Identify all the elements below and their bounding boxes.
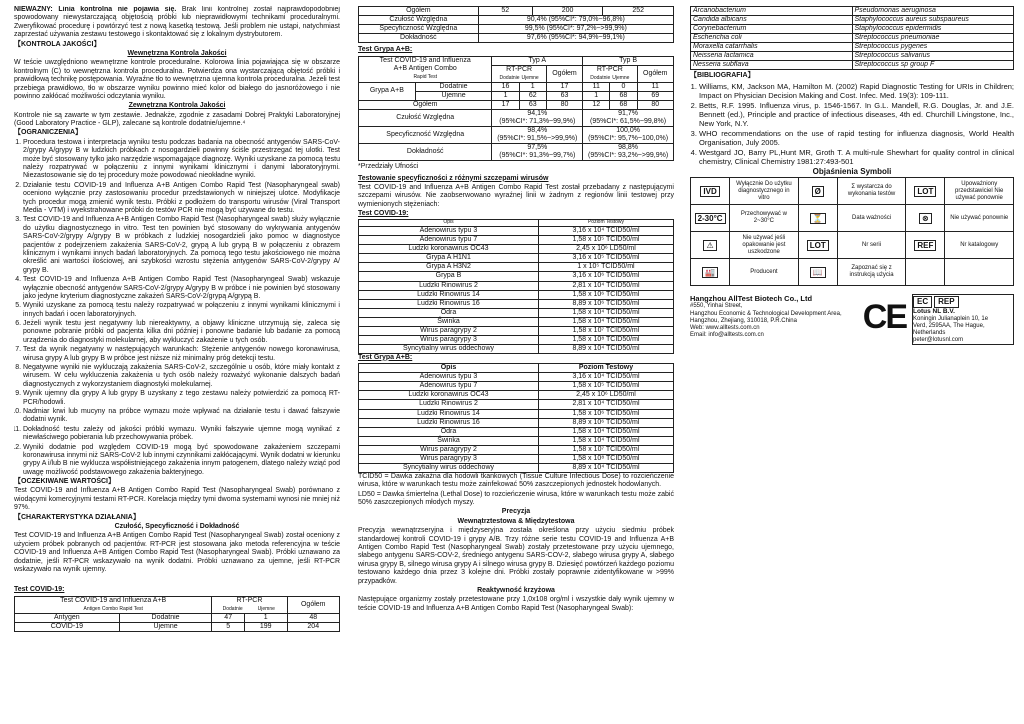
table-row: [15, 613, 340, 622]
manufacturer-name: Hangzhou AllTest Biotech Co., Ltd: [690, 294, 813, 304]
performance-heading: 【CHARAKTERYSTYKA DZIAŁANIA】: [14, 513, 140, 521]
ce-mark-icon: CE: [862, 298, 906, 337]
table-header-cell: Opis: [359, 220, 539, 227]
table-cell: Arcanobacterium: [691, 7, 853, 16]
precision-subheading: Wewnątrztestowa & Międzytestowa: [457, 517, 575, 525]
table-cell: Candida albicans: [691, 16, 853, 25]
table-cell: 1: [244, 613, 287, 622]
table-cell: 97,5% (95%CI*: 91,3%~99,7%): [492, 144, 583, 161]
symbol-description: Zapoznać się z instrukcją użycia: [837, 259, 906, 286]
table-row: [359, 299, 674, 308]
sensitivity-text: Test COVID-19 and Influenza A+B Antigen Combo Rapid Test (Nasopharyngeal Swab) został oceniony z użyciem próbek pobranych od pacjentów. RT-PCR jest stosowana jako metoda referencyjna w teście COVID-19 and Influenza A+B Antigen Combo Rapid Test (Nasopharyngeal Swab). Próbki uznawano za dodatnie, jeśli RT-PCR wskazywało na wynik dodatni. Próbki uznawano za ujemne, jeśli RT-PCR wskazywało na wynik ujemny.: [14, 532, 340, 573]
table-cell: 199: [244, 622, 287, 631]
table-row: [691, 7, 1014, 16]
address-line: peter@lotusnl.com: [913, 337, 964, 344]
symbol-description: Σ wystarcza do wykonania testów: [837, 178, 906, 205]
table-cell: Moraxella catarrhalis: [691, 43, 853, 52]
table-header-cell: RT-PCR Dodatnie Ujemne: [583, 65, 637, 82]
eu-representative: [912, 294, 1014, 345]
table-cell: 3,16 x 10⁵ TCID50/ml: [538, 254, 673, 263]
table-row: [359, 382, 674, 391]
table-row: [359, 344, 674, 353]
rep-name: Lotus NL B.V.: [913, 307, 955, 315]
ref-icon: REF: [906, 232, 945, 259]
flu-table-title: Test Grypa A+B:: [358, 46, 413, 54]
table-row: Czułość Względna 90,4% (95%CI*: 79,0%~96,8%): [359, 16, 674, 25]
covid-results-table: [14, 596, 340, 632]
table-header-cell: Ogółem: [546, 65, 582, 82]
table-row: [691, 52, 1014, 61]
table-cell: Wirus paragrypy 2: [359, 445, 539, 454]
list-item: 7. Test da wynik negatywny w następujących warunkach: Stężenie antygenów nowego koronawirusa, wirusa grypy A lub grypy B w próbce jest niższe niż minimalny próg detekcji testu.: [23, 346, 340, 363]
address-line: Verd, 2595AA, The Hague,: [913, 322, 985, 329]
table-row: [359, 436, 674, 445]
precision-heading: Precyzja: [501, 508, 531, 516]
symbols-table: [690, 177, 1014, 286]
table-row: [359, 454, 674, 463]
list-item: 2. Działanie testu COVID-19 and Influenza A+B Antigen Combo Rapid Test (Nasopharyngeal swab) oceniono wyłącznie przy zastosowaniu procedur przedstawionych w niniejszej ulotce. Modyfikacje tych procedur mogą zmienić wynik testu. Próbki z podłożem do transportu wirusów (Viral Transport Media - VTM) i wyekstrahowane próbki do testów PCR nie mogą być używane do testu.: [23, 182, 340, 216]
table-header-cell: Poziom Testowy: [538, 364, 673, 373]
list-item: 1. Procedura testowa i interpretacja wyniku testu podczas badania na obecność antygenów SARS-CoV-2/grypy A/grypy B w ludzkich próbkach z nosogardzieli powinny ściśle przestrzegać tej ulotki. Test może być stosowany tylko jako narzędzie wspomagające diagnozę. Wyniki uzyskane za pomocą testu należy rozpatrywać w połączeniu z innymi wynikami klinicznymi i danymi laboratoryjnymi. Niezastosowanie się do tej procedury może powodować nieokładne wyniki.: [23, 139, 340, 181]
rep-address: [913, 316, 1013, 345]
bibliography-heading: 【BIBLIOGRAFIA】: [690, 72, 755, 80]
list-item: 12. Wyniki dodatnie pod względem COVID-19 mogą być spowodowane zakażeniem szczepami koronawirusa innymi niż SARS-CoV-2 lub innymi czynnikami zakłócającymi. Wynik dodatni w kierunku grypy A i/lub B nie wyklucza współistniejącego zakażenia innym patogenem, dlatego należy wziąć pod uwagę możliwość podstawowego zakażenia bakteryjnego.: [23, 444, 340, 478]
table-cell: Specyficzność Względna: [359, 126, 492, 143]
table-row: [359, 227, 674, 236]
table-cell: 8,89 x 10⁴ TCID50/ml: [538, 463, 673, 472]
table-cell: Grypa A H3N2: [359, 263, 539, 272]
table-cell: 2,45 x 10⁶ LD50/ml: [538, 391, 673, 400]
symbol-description: Nr serii: [837, 232, 906, 259]
table-header-cell: Test COVID-19 and Influenza A+B Antigen Combo Rapid Test: [15, 596, 212, 613]
table-cell: 8,89 x 10⁴ TCID50/ml: [538, 344, 673, 353]
table-row: [359, 409, 674, 418]
limitations-heading: 【OGRANICZENIA】: [14, 129, 83, 137]
table-row: [691, 205, 1014, 232]
table-row: [15, 622, 340, 631]
table-row: [359, 418, 674, 427]
table-cell: Ludzki Rinowirus 2: [359, 400, 539, 409]
table-cell: Streptococcus sp group F: [852, 61, 1014, 70]
symbol-description: [945, 259, 1014, 286]
table-row: Ujemne 1 62 63 1 68 69: [359, 91, 674, 100]
ivd-icon: IVD: [691, 178, 730, 205]
table-cell: 48: [287, 613, 340, 622]
precision-text: Precyzja wewnątrzseryjna i międzyseryjna została określona przy użyciu siedmiu próbek standardowej kontroli COVID-19 i grypy A/B. Trzy różne serie testu COVID-19 and Influenza A+B Antigen Combo Rapid Test (Nasopharyngeal Swab) zostały przetestowane przy użyciu ujemnego, słabego antygenu SARS-COV-2, średniego antygenu SARS-COV-2, słabego wirusa grypy A, słabego wirusa grypy B, silnego wirusa grypy A i silnego wirusa grypy B. Dziesięć powtórzeń każdego poziomu testowano każdego dnia przez 3 kolejne dni. Próbki zostały poprawnie zidentyfikowane w >99% przypadków.: [358, 527, 674, 585]
table-row: Ogółem 52 200 252: [359, 7, 674, 16]
table-row: Ogółem 17 63 80 12 68 80: [359, 100, 674, 109]
table-cell: Streptococcus pneumoniae: [852, 34, 1014, 43]
table-cell: Staphylococcus aureus subspaureus: [852, 16, 1014, 25]
table-row: [359, 335, 674, 344]
quality-control-heading: 【KONTROLA JAKOŚCI】: [14, 40, 101, 48]
expiry-icon: ⏳: [798, 205, 837, 232]
external-qc-text: Kontrole nie są zawarte w tym zestawie. Jednakże, zgodnie z zasadami Dobrej Praktyki Laboratoryjnej (Good Laboratory Practice - GLP), zalecane są kontrole dodatnie/ujemne.⁴: [14, 111, 340, 128]
table-header-cell: Poziom Testowy: [538, 220, 673, 227]
table-cell: Ludzki Rinowirus 14: [359, 409, 539, 418]
table-cell: Streptococcus salivarius: [852, 52, 1014, 61]
table-header-cell: Typ A: [492, 56, 583, 65]
table-cell: 204: [287, 622, 340, 631]
table-row: [359, 272, 674, 281]
table-cell: Adenowirus typu 7: [359, 236, 539, 245]
table-cell: 8,89 x 10⁶ TCID50/ml: [538, 299, 673, 308]
table-row: [359, 245, 674, 254]
table-row: [359, 263, 674, 272]
table-cell: 1,58 x 10⁵ TCID50/ml: [538, 236, 673, 245]
list-item: 3. WHO recommendations on the use of rapid testing for influenza diagnosis, World Health Organisation, July 2005.: [699, 129, 1014, 147]
table-row: [359, 236, 674, 245]
table-cell: Wirus paragrypy 2: [359, 326, 539, 335]
ec-tag: EC: [913, 296, 932, 308]
table-cell: Pseudomonas aeruginosa: [852, 7, 1014, 16]
table-row: [359, 400, 674, 409]
table-cell: Dodatnie: [119, 613, 212, 622]
symbol-description: Przechowywać w 2~30°C: [730, 205, 799, 232]
table-cell: 1,58 x 10⁴ TCID50/ml: [538, 436, 673, 445]
flu-results-table: [358, 56, 674, 162]
table-row: [359, 373, 674, 382]
table-row: [359, 427, 674, 436]
table-cell: Ujemne: [119, 622, 212, 631]
table-cell: 2,81 x 10⁴ TCID50/ml: [538, 400, 673, 409]
symbol-description: Nr katalogowy: [945, 232, 1014, 259]
column-middle: [358, 6, 674, 720]
table-cell: 94,1% (95%CI*: 71,3%~99,9%): [492, 109, 583, 126]
instructions-icon: 📖: [798, 259, 837, 286]
list-item: 6. Jeżeli wynik testu jest negatywny lub niereaktywny, a objawy kliniczne utrzymują się, zaleca się ponowne pobranie próbki od pacjenta kilka dni później i ponowne badanie lub badanie za pomocą urządzenia do diagnostyki molekularnej, aby wykluczyć zakażenie u tych osób.: [23, 320, 340, 345]
table-cell: Ludzki Rinowirus 16: [359, 299, 539, 308]
list-item: 5. Wyniki uzyskane za pomocą testu należy rozpatrywać w połączeniu z innymi wynikami klinicznymi i innych badań i ocen laboratoryjnych.: [23, 302, 340, 319]
list-item: 10. Nadmiar krwi lub mucyny na próbce wymazu może wpływać na działanie testu i dawać fałszywie dodatni wynik.: [23, 408, 340, 425]
table-row: [359, 308, 674, 317]
table-cell: Syncytialny wirus oddechowy: [359, 463, 539, 472]
table-row: [691, 34, 1014, 43]
table-cell: Ludzki koronawirus OC43: [359, 391, 539, 400]
table-cell: 98,8% (95%CI*: 93,2%~>99,9%): [583, 144, 674, 161]
table-cell: Ludzki Rinowirus 2: [359, 281, 539, 290]
table-cell: 1,58 x 10⁶ TCID50/ml: [538, 409, 673, 418]
table-cell: 1,58 x 10⁴ TCID50/ml: [538, 427, 673, 436]
table-cell: Neisseria lactamica: [691, 52, 853, 61]
address-line: Koningin Julianaplein 10, 1e: [913, 315, 989, 322]
list-item: 1. Williams, KM, Jackson MA, Hamilton M. (2002) Rapid Diagnostic Testing for URIs in Children; Impact on Physician Decision Making and Cost. Infec. Med. 19(3): 109-111.: [699, 82, 1014, 100]
table-cell: 2,45 x 10⁶ LD50/ml: [538, 245, 673, 254]
table-row: Specyficzność Względna 99,5% (95%CI*: 97,2%~>99,9%): [359, 25, 674, 34]
empty-cell: [906, 259, 945, 286]
table-cell: 3,16 x 10⁴ TCID50/ml: [538, 373, 673, 382]
tcid-definition: TCID50 = Dawka zakaźna dla hodowli tkankowych (Tissue Culture Infectious Dose) to rozcieńczenie wirusa, które w warunkach testu może zainfekować 50% zaszczepionych jednostek hodowlanych.: [358, 472, 674, 489]
table-row: [691, 16, 1014, 25]
expected-heading: 【OCZEKIWANE WARTOŚCI】: [14, 478, 115, 486]
table-row: [359, 391, 674, 400]
table-cell: Nesseria subflava: [691, 61, 853, 70]
expected-text: Test COVID-19 and Influenza A+B Antigen Combo Rapid Test (Nasopharyngeal Swab) porównano z wiodącymi komercyjnymi testami RT-PCR. Korelacja między tymi dwoma systemami wynosi nie mniej niż 97%.: [14, 487, 340, 512]
symbol-description: Producent: [730, 259, 799, 286]
table-row: [691, 61, 1014, 70]
table-row: [359, 144, 674, 161]
list-item: 8. Negatywne wyniki nie wykluczają zakażenia SARS-CoV-2, szczególnie u osób, które miały kontakt z wirusem. W celu wykluczenia zakażenia u tych osób należy rozważyć wykonanie dalszych badań diagnostycznych z wykorzystaniem diagnostyki molekularnej.: [23, 364, 340, 389]
table-cell: 98,4% (95%CI*: 91,5%~>99,9%): [492, 126, 583, 143]
table-cell: Odra: [359, 427, 539, 436]
external-qc-heading: Zewnętrzna Kontrola Jakości: [128, 102, 226, 110]
column-left: [14, 6, 340, 720]
table-row: [691, 178, 1014, 205]
table-row: [359, 290, 674, 299]
caution-icon: Ø: [798, 178, 837, 205]
address-line: #550, Yinhai Street,: [690, 303, 743, 310]
table-cell: Ludzki Rinowirus 14: [359, 290, 539, 299]
symbol-description: Wyłącznie Do użytku diagnostycznego in vitro: [730, 178, 799, 205]
table-cell: Ludzki Rinowirus 16: [359, 418, 539, 427]
table-header-cell: Ogółem: [287, 596, 340, 613]
table-cell: Corynebacterium: [691, 25, 853, 34]
table-cell: 1,58 x 10⁴ TCID50/ml: [538, 317, 673, 326]
table-row: [691, 43, 1014, 52]
internal-qc-heading: Wewnętrzna Kontrola Jakości: [127, 49, 227, 57]
table-cell: 1,58 x 10⁴ TCID50/ml: [538, 308, 673, 317]
lot-icon: LOT: [906, 178, 945, 205]
cross-reactivity-heading: Reaktywność krzyżowa: [477, 586, 555, 594]
table-header-cell: Typ B: [583, 56, 674, 65]
list-item: 4. Westgard JO, Barry PL,Hunt MR, Groth T. A multi-rule Shewhart for quality control in clinical chemistry, Clinical Chemistry 1981:27:493-501: [699, 148, 1014, 166]
covid-summary-table: [358, 6, 674, 43]
table-cell: 1,58 x 10⁸ TCID50/ml: [538, 335, 673, 344]
table-row: [359, 317, 674, 326]
symbol-description: Nie używać jeśli opakowanie jest uszkodzone: [730, 232, 799, 259]
table-cell: Adenowirus typu 7: [359, 382, 539, 391]
invalid-paragraph: NIEWAŻNY: Linia kontrolna nie pojawia się. Brak linii kontrolnej został najprawdopodobniej spowodowany niewystarczającą objętością próbki lub nieprawidłowymi technikami proceduralnymi. Zweryfikować procedurę i powtórzyć test z nową kasetką testową. Jeśli problem nie ustąpi, natychmiast zaprzestać używania zestawu testowego i skontaktować się z lokalnym dystrybutorem.: [14, 6, 340, 39]
table-cell: 1,58 x 10⁸ TCID50/ml: [538, 454, 673, 463]
table-cell: COVID-19: [15, 622, 120, 631]
table-cell: 1,58 x 10⁷ TCID50/ml: [538, 326, 673, 335]
strains-flu-table: [358, 363, 674, 473]
table-cell: Syncytialny wirus oddechowy: [359, 344, 539, 353]
symbol-description: Data ważności: [837, 205, 906, 232]
cross-reactivity-text: Następujące organizmy zostały przetestowane przy 1,0x108 org/ml i wszystkie dały wynik ujemny w teście COVID-19 and Influenza A+B Antigen Combo Rapid Test (Nasopharyngeal Swab):: [358, 596, 674, 612]
table-cell: 1,58 x 10⁷ TCID50/ml: [538, 445, 673, 454]
table-row: [359, 254, 674, 263]
table-cell: Odra: [359, 308, 539, 317]
table-cell: Adenowirus typu 3: [359, 227, 539, 236]
table-header-cell: RT-PCR Dodatnie Ujemne: [492, 65, 546, 82]
table-cell: 8,89 x 10⁶ TCID50/ml: [538, 418, 673, 427]
strains-covid-title: Test COVID-19:: [358, 210, 409, 218]
table-cell: 5: [212, 622, 245, 631]
internal-qc-text: W teście uwzględniono wewnętrzne kontrole proceduralne. Kolorowa linia pojawiająca się w obszarze kontrolnym (C) to wewnętrzna kontrola proceduralna. Potwierdza ona wystarczającą objętość próbki i prawidłową technikę postępowania. Wyraźne tło to wewnętrzna ujemna kontrola proceduralna. Jeżeli test przebiega prawidłowo, tło w obszarze wyniku powinno mieć kolor od białego do jasnoróżowego i nie powinno zakłócać możliwości odczytania wyniku.: [14, 59, 340, 100]
lot-icon: LOT: [798, 232, 837, 259]
table-header-cell: Test COVID-19 and Influenza A+B Antigen Combo Rapid Test: [359, 56, 492, 82]
table-cell: Czułość Względna: [359, 109, 492, 126]
table-cell: 2,81 x 10⁴ TCID50/ml: [538, 281, 673, 290]
ld-definition: LD50 = Dawka śmiertelna (Lethal Dose) to rozcieńczenie wirusa, które w warunkach testu może zabić 50% zaszczepionych młodych myszy.: [358, 490, 674, 507]
table-cell: Antygen: [15, 613, 120, 622]
list-item: 9. Wynik ujemny dla grypy A lub grypy B uzyskany z tego zestawu należy potwierdzić za pomocą RT-PCR/hodowli.: [23, 390, 340, 407]
strains-covid-table: [358, 219, 674, 353]
table-cell: Dokładność: [359, 144, 492, 161]
table-cell: Świnka: [359, 436, 539, 445]
table-row: [359, 126, 674, 143]
table-row: [359, 109, 674, 126]
table-row: [359, 281, 674, 290]
table-header-cell: RT-PCR Dodatnie Ujemne: [212, 596, 287, 613]
table-cell: Wirus paragrypy 3: [359, 454, 539, 463]
table-cell: 1,58 x 10⁶ TCID50/ml: [538, 290, 673, 299]
table-cell: 3,16 x 10⁶ TCID50/ml: [538, 272, 673, 281]
table-cell: Grypa A H1N1: [359, 254, 539, 263]
address-line: Hangzhou, Zhejiang, 310018, P.R.China: [690, 317, 797, 324]
symbol-description: Upoważniony przedstawiciel Nie używać ponownie: [945, 178, 1014, 205]
manufacturer-address: [690, 303, 857, 339]
table-row: [359, 463, 674, 472]
manufacturer-block: [690, 294, 1014, 345]
address-line: Email: info@alltests.com.cn: [690, 332, 764, 339]
address-line: Web: www.alltests.com.cn: [690, 324, 760, 331]
manufacturer-info: [690, 294, 857, 339]
table-row: [359, 445, 674, 454]
table-row: Dokładność 97,6% (95%CI*: 94,9%~99,1%): [359, 34, 674, 43]
table-cell: Świnka: [359, 317, 539, 326]
address-line: Netherlands: [913, 330, 946, 337]
damaged-package-icon: ⚠: [691, 232, 730, 259]
temperature-icon: 2-30°C: [691, 205, 730, 232]
table-cell: Grypa B: [359, 272, 539, 281]
table-row: Grypa A+B Dodatnie 16 1 17 11 0 11: [359, 82, 674, 91]
rep-tag: REP: [934, 296, 958, 308]
table-cell: Streptococcus pygenes: [852, 43, 1014, 52]
bibliography-list: [690, 82, 1014, 166]
table-cell: 3,16 x 10⁴ TCID50/ml: [538, 227, 673, 236]
table-cell: Wirus paragrypy 3: [359, 335, 539, 344]
list-item: 2. Betts, R.F. 1995. Influenza virus, p. 1546-1567. In G.L. Mandell, R.G. Douglas, Jr. and J.E. Bennett (ed.), Principle and practice of infectious diseases, 4th ed. Churchill Livingstone, Inc., New York, N.Y.: [699, 101, 1014, 128]
table-header-cell: Opis: [359, 364, 539, 373]
list-item: 4. Test COVID-19 and Influenza A+B Antigen Combo Rapid Test (Nasopharyngeal Swab) wskazuje wyłącznie obecność antygenów SARS-CoV-2/grypy A/grypy B w próbce i nie powinien być stosowany jako jedyne kryterium diagnostyczne zakażeń SARS-CoV-2/grypą A/grypą B.: [23, 276, 340, 301]
table-row: [359, 326, 674, 335]
symbols-heading: Objaśnienia Symboli: [812, 166, 892, 176]
covid-table-title: Test COVID-19:: [14, 586, 65, 594]
table-cell: 1,58 x 10⁵ TCID50/ml: [538, 382, 673, 391]
sensitivity-heading: Czułość, Specyficzność i Dokładność: [114, 523, 240, 531]
table-cell: 100,0% (95%CI*: 95,7%~100,0%): [583, 126, 674, 143]
do-not-reuse-icon: ⊗: [906, 205, 945, 232]
table-row: [691, 259, 1014, 286]
address-line: Hangzhou Economic & Technological Development Area,: [690, 310, 842, 317]
symbol-description: Nie używać ponownie: [945, 205, 1014, 232]
table-cell: Adenowirus typu 3: [359, 373, 539, 382]
manufacturer-icon: 🏭: [691, 259, 730, 286]
table-row: [691, 232, 1014, 259]
column-right: [690, 6, 1014, 720]
list-item: 11. Dokładność testu zależy od jakości próbki wymazu. Wyniki fałszywie ujemne mogą wynikać z niewłaściwego pobierania lub przechowywania próbek.: [23, 426, 340, 443]
table-cell: Escherichia coli: [691, 34, 853, 43]
limitations-list: [14, 139, 340, 477]
table-cell: Ludzki koronawirus OC43: [359, 245, 539, 254]
strains-text: Test COVID-19 and Influenza A+B Antigen Combo Rapid Test został przebadany z następującymi szczepami wirusów. Nie zaobserwowano wyraźnej linii w żadnym z regionów linii testowej przy wymienionych stężeniach:: [358, 183, 674, 208]
organisms-table: [690, 6, 1014, 70]
strains-flu-title: Test Grypa A+B:: [358, 353, 413, 361]
list-item: 3. Test COVID-19 and Influenza A+B Antigen Combo Rapid Test (Nasopharyngeal swab) służy wyłącznie do użytku diagnostycznego in vitro. Test ten powinien być stosowany do wykrywania antygenów SARS-CoV-2/grypy A/grypy B w próbkach z ludzkiej nosogardzieli jako pomoc w diagnostyce pacjentów z podejrzeniem zakażenia SARS-CoV-2, grypą A lub grypą B w połączeniu z obrazem klinicznym i wynikami innych badań laboratoryjnych. Za pomocą tego testu jakościowego nie można określić ani wartości ilościowej, ani szybkości wzrostu stężenia antygenów SARS-CoV-2/grypy A/ grypy B.: [23, 216, 340, 275]
table-cell: 91,7% (95%CI*: 61,5%~99,8%): [583, 109, 674, 126]
strains-heading: Testowanie specyficzności z różnymi szczepami wirusów: [358, 174, 549, 182]
table-cell: Staphylococcus epidermidis: [852, 25, 1014, 34]
ci-note: *Przedziały Ufności: [358, 163, 419, 171]
table-cell: 1 x 10⁵ TCID50/ml: [538, 263, 673, 272]
table-header-cell: Ogółem: [637, 65, 673, 82]
table-cell: 47: [212, 613, 245, 622]
table-row: [691, 25, 1014, 34]
